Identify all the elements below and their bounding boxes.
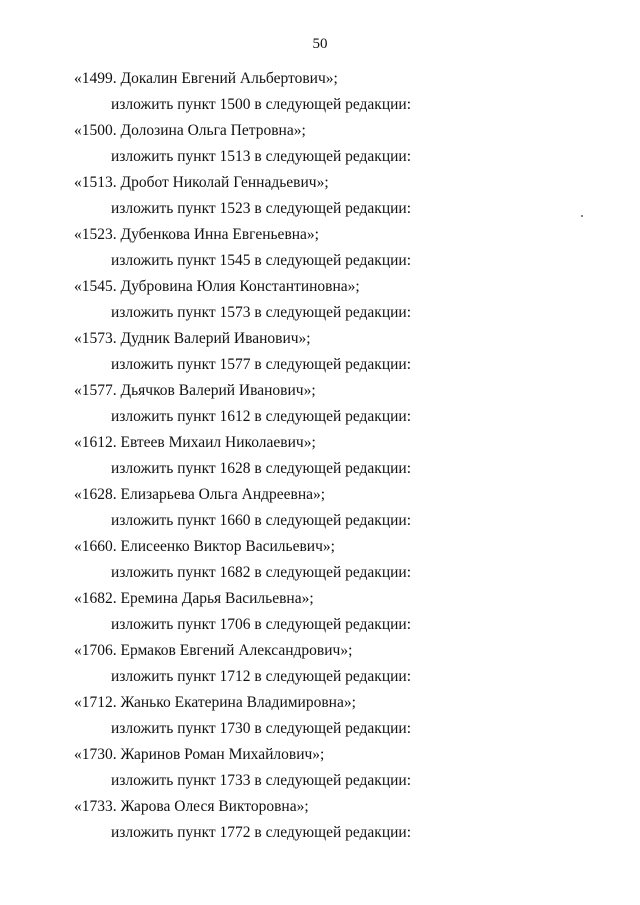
document-body	[0, 66, 640, 846]
list-entry: «1545. Дубровина Юлия Константиновна»;	[74, 278, 360, 295]
list-entry: «1628. Елизарьева Ольга Андреевна»;	[74, 486, 326, 503]
list-entry: «1730. Жаринов Роман Михайлович»;	[74, 746, 325, 763]
amendment-instruction: изложить пункт 1682 в следующей редакции:	[111, 564, 412, 581]
list-entry: «1682. Еремина Дарья Васильевна»;	[74, 590, 314, 607]
list-entry: «1499. Докалин Евгений Альбертович»;	[74, 70, 338, 87]
amendment-instruction: изложить пункт 1712 в следующей редакции:	[111, 668, 412, 685]
list-entry: «1733. Жарова Олеся Викторовна»;	[74, 798, 309, 815]
list-entry: «1712. Жанько Екатерина Владимировна»;	[74, 694, 356, 711]
list-entry: «1573. Дудник Валерий Иванович»;	[74, 330, 311, 347]
list-entry: «1523. Дубенкова Инна Евгеньевна»;	[74, 226, 319, 243]
list-entry: «1660. Елисеенко Виктор Васильевич»;	[74, 538, 335, 555]
list-entry: «1612. Евтеев Михаил Николаевич»;	[74, 434, 316, 451]
list-entry: «1706. Ермаков Евгений Александрович»;	[74, 642, 353, 659]
amendment-instruction: изложить пункт 1772 в следующей редакции:	[111, 824, 412, 841]
amendment-instruction: изложить пункт 1577 в следующей редакции:	[111, 356, 412, 373]
amendment-instruction: изложить пункт 1612 в следующей редакции:	[111, 408, 412, 425]
amendment-instruction: изложить пункт 1573 в следующей редакции:	[111, 304, 412, 321]
scan-speck	[581, 215, 583, 217]
amendment-instruction: изложить пункт 1545 в следующей редакции:	[111, 252, 412, 269]
list-entry: «1513. Дробот Николай Геннадьевич»;	[74, 174, 329, 191]
amendment-instruction: изложить пункт 1523 в следующей редакции:	[111, 200, 412, 217]
amendment-instruction: изложить пункт 1733 в следующей редакции:	[111, 772, 412, 789]
list-entry: «1577. Дьячков Валерий Иванович»;	[74, 382, 316, 399]
amendment-instruction: изложить пункт 1628 в следующей редакции:	[111, 460, 412, 477]
page-number: 50	[312, 36, 328, 52]
list-entry: «1500. Долозина Ольга Петровна»;	[74, 122, 306, 139]
amendment-instruction: изложить пункт 1660 в следующей редакции:	[111, 512, 412, 529]
amendment-instruction: изложить пункт 1513 в следующей редакции:	[111, 148, 412, 165]
amendment-instruction: изложить пункт 1500 в следующей редакции:	[111, 96, 412, 113]
amendment-instruction: изложить пункт 1706 в следующей редакции:	[111, 616, 412, 633]
amendment-instruction: изложить пункт 1730 в следующей редакции:	[111, 720, 412, 737]
